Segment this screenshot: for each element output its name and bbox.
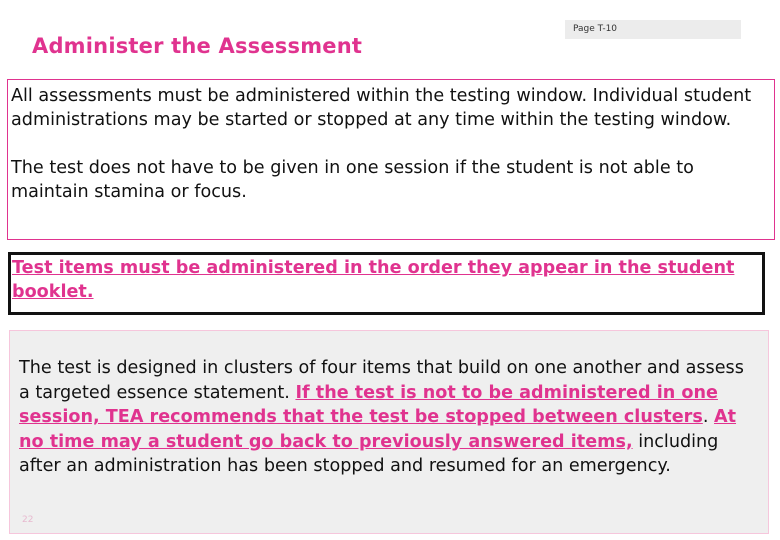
page-label: Page T-10 <box>565 20 741 39</box>
no-going-back-highlight: At no time may a student go back to previously answered items, <box>19 407 737 452</box>
clusters-panel <box>9 330 769 534</box>
testing-window-paragraph: All assessments must be administered within the testing window. Individual student administrations may be started or stopped at any time within the testing window. <box>11 86 752 130</box>
info-box <box>7 79 775 240</box>
clusters-text-2: . <box>702 407 714 428</box>
clusters-text: The test is designed in clusters of four items that build on one another and assess a targeted essence statement. <box>19 358 744 403</box>
order-notice-box: Test items must be administered in the order they appear in the student booklet. <box>8 252 765 315</box>
page-title: Administer the Assessment <box>32 34 363 58</box>
session-paragraph: The test does not have to be given in one session if the student is not able to maintain stamina or focus. <box>11 158 694 202</box>
recommendation-highlight: If the test is not to be administered in one session, TEA recommends that the test be stopped between clusters <box>19 382 718 428</box>
clusters-text-3: including after an administration has been stopped and resumed for an emergency. <box>19 431 719 477</box>
page-number: 22 <box>22 515 34 525</box>
